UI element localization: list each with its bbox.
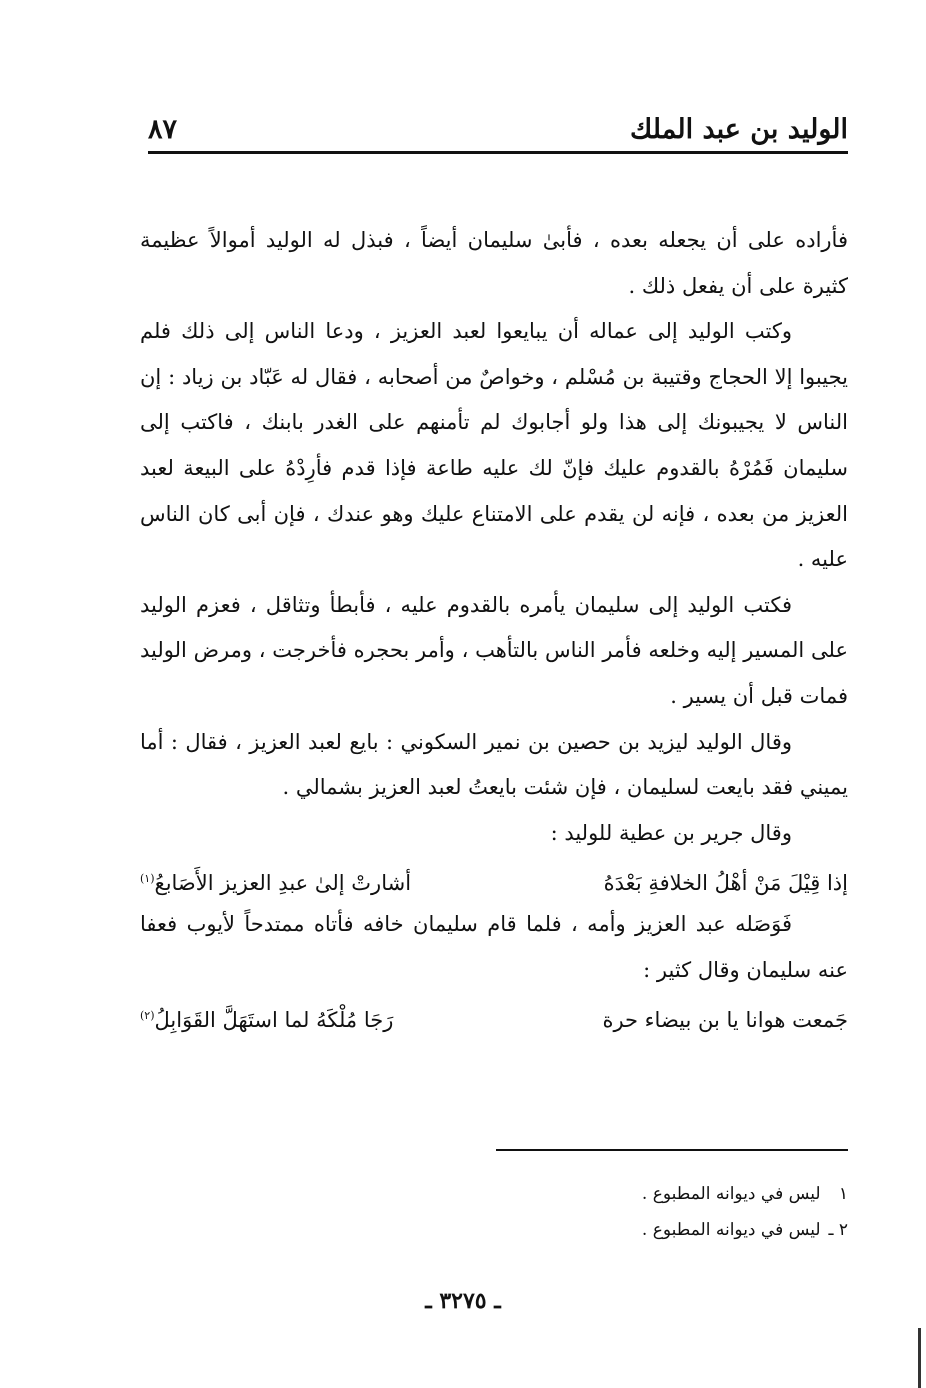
footnote-1-text: ليس في ديوانه المطبوع . [641, 1184, 821, 1204]
chapter-title: الوليد بن عبد الملك [630, 114, 848, 145]
footnote-2-text: ليس في ديوانه المطبوع . [641, 1220, 821, 1240]
footnote-ref-1: (١) [140, 872, 155, 886]
footnote-1 [488, 1176, 848, 1212]
page-number: ٨٧ [148, 114, 178, 145]
footnote-2-number: ٢ ـ [828, 1220, 848, 1240]
paragraph-2: وكتب الوليد إلى عماله أن يبايعوا لعبد العزيز ، ودعا الناس إلى ذلك فلم يجيبوا إلا الحجاج وقتيبة بن مُسْلم ، وخواصٌ من أصحابه ، فقال له عَبّاد بن زياد : إن الناس لا يجيبونك إلى هذا ولو أجابوك لم تأمنهم على الغدر بابنك ، فاكتب إلى سليمان فَمُرْهُ بالقدوم عليك فإنّ لك عليه طاعة فإذا قدم فأرِدْهُ على البيعة لعبد العزيز من بعده ، فإنه لن يقدم على الامتناع عليك وهو عندك ، فإن أبى كان الناس عليه . [140, 319, 848, 572]
paragraph-3: فكتب الوليد إلى سليمان يأمره بالقدوم عليه ، فأبطأ وتثاقل ، فعزم الوليد على المسير إليه وخلعه فأمر الناس بالتأهب ، وأمر بحجره فأخرجت ، ومرض الوليد فمات قبل أن يسير . [140, 592, 848, 708]
main-text [140, 218, 848, 1039]
verse-1-second-hemistich [140, 856, 411, 907]
footnote-rule [496, 1149, 848, 1151]
header-rule [148, 151, 848, 154]
verse-1-second-text: أشارتْ إلىٰ عبدِ العزيز الأَصَابعُ [154, 871, 412, 896]
footnote-ref-2: (٢) [140, 1009, 155, 1023]
paragraph-5: وقال جرير بن عطية للوليد : [550, 820, 792, 845]
verse-2 [140, 993, 848, 1039]
verse-1 [140, 856, 848, 902]
footnotes [488, 1176, 848, 1248]
running-head [148, 110, 848, 154]
scan-edge-mark [918, 1328, 921, 1388]
footnote-2 [488, 1212, 848, 1248]
paragraph-6: فَوَصَله عبد العزيز وأمه ، فلما قام سليمان خافه فأتاه ممتدحاً لأيوب فعفا عنه سليمان وقال كثير : [140, 911, 848, 982]
paragraph-4: وقال الوليد ليزيد بن حصين بن نمير السكوني : بايع لعبد العزيز ، فقال : أما يميني فقد بايعت لسليمان ، فإن شئت بايعتُ لعبد العزيز بشمالي . [140, 729, 848, 800]
verse-1-first-hemistich: إذا قِيْلَ مَنْ أهْلُ الخلافةِ بَعْدَهُ [603, 871, 848, 896]
footnote-1-number: ١ [838, 1184, 848, 1204]
verse-2-second-text: رَجَا مُلْكَهُ لما استَهَلَّ القَوَابِلُ [154, 1008, 394, 1033]
verse-2-second-hemistich [140, 993, 393, 1044]
verse-2-first-hemistich: جَمعت هوانا يا بن بيضاء حرة [602, 1008, 848, 1033]
folio-number: ـ ٣٢٧٥ ـ [425, 1288, 501, 1314]
paragraph-1: فأراده على أن يجعله بعده ، فأبىٰ سليمان أيضاً ، فبذل له الوليد أموالاً عظيمة كثيرة على أن يفعل ذلك . [140, 228, 848, 298]
